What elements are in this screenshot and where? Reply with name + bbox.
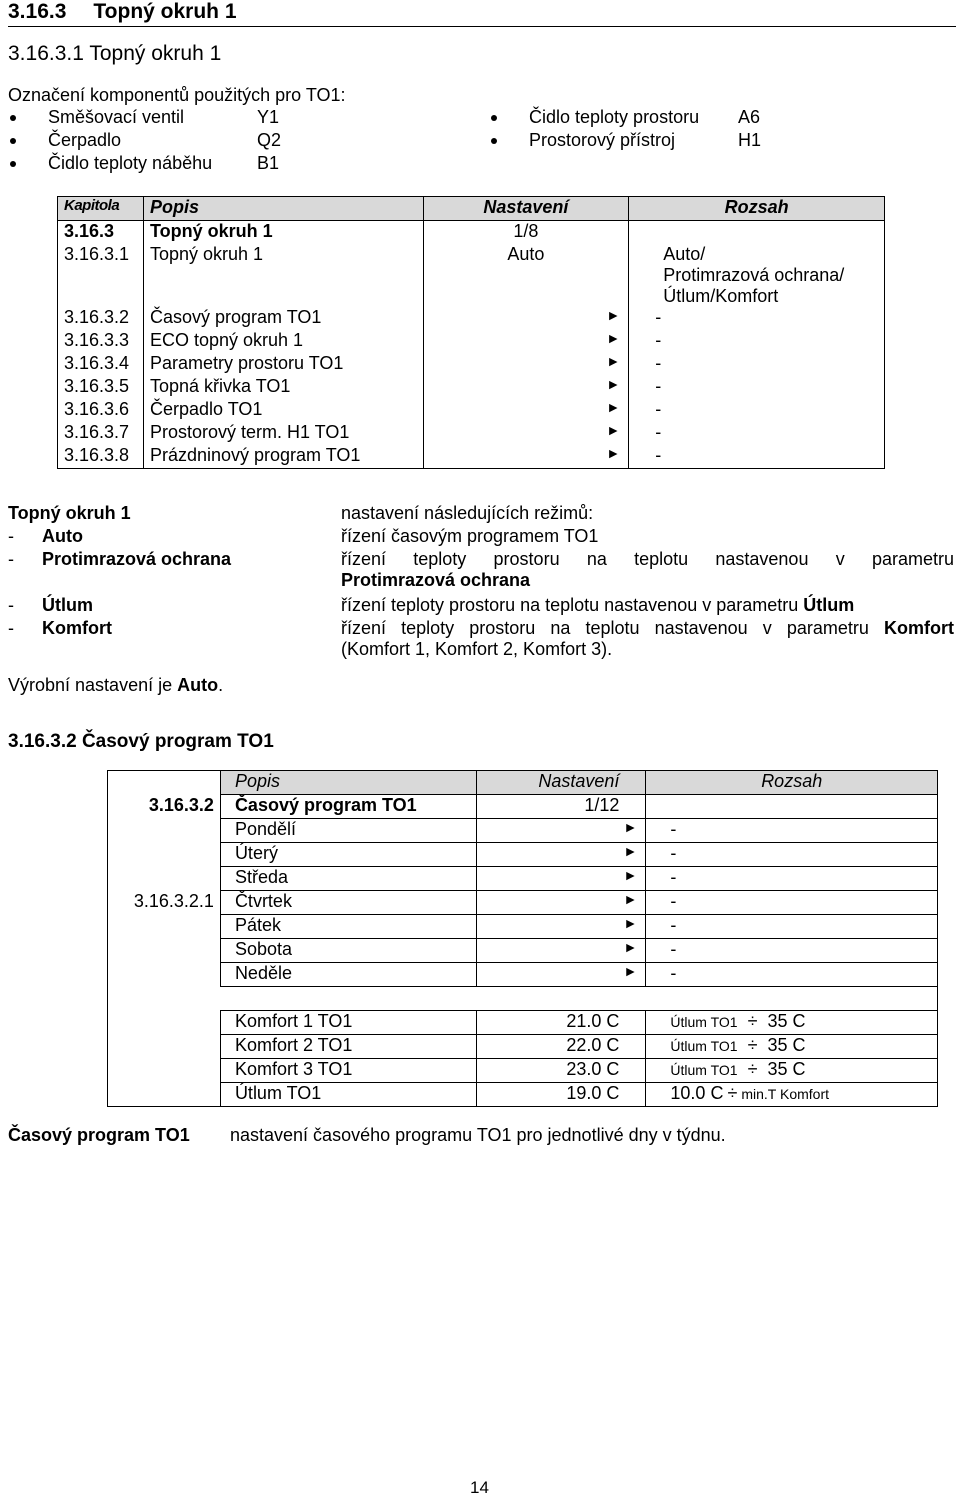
cell-popis: Komfort 1 TO1 xyxy=(220,1011,476,1035)
table-row xyxy=(58,445,885,469)
cell-kapitola xyxy=(108,843,221,867)
cell-popis: Časový program TO1 xyxy=(143,307,423,330)
cell-popis: Středa xyxy=(220,867,476,891)
component-item: Čerpadlo xyxy=(48,130,122,150)
cell-popis: Komfort 2 TO1 xyxy=(220,1035,476,1059)
header-popis: Popis xyxy=(143,197,423,221)
cell-rozsah: 10.0 C ÷ min.T Komfort xyxy=(646,1083,938,1107)
table-row xyxy=(58,307,885,330)
cell-kapitola: 3.16.3.6 xyxy=(58,399,144,422)
cell-popis: Topná křivka TO1 xyxy=(143,376,423,399)
cell-rozsah: - xyxy=(629,445,885,469)
cell-popis: Úterý xyxy=(220,843,476,867)
header-nastaveni: Nastavení xyxy=(476,771,646,795)
cell-popis: Topný okruh 1 xyxy=(143,244,423,307)
arrow-icon: ► xyxy=(476,843,646,867)
cell-popis: Komfort 3 TO1 xyxy=(220,1059,476,1083)
cell-kapitola: 3.16.3.1 xyxy=(58,244,144,307)
time-program-table xyxy=(107,770,938,1107)
cell-nastaveni: 1/12 xyxy=(476,795,646,819)
cell-popis: Prostorový term. H1 TO1 xyxy=(143,422,423,445)
cell-rozsah: - xyxy=(629,307,885,330)
components-intro: Označení komponentů použitých pro TO1: xyxy=(8,85,346,105)
arrow-icon: ► xyxy=(476,915,646,939)
header-nastaveni: Nastavení xyxy=(423,197,629,221)
table-row xyxy=(58,221,885,245)
table-header-row xyxy=(58,197,885,221)
cell-kapitola xyxy=(108,963,221,987)
cell-rozsah: - xyxy=(629,422,885,445)
cell-nastaveni: 21.0 C xyxy=(476,1011,646,1035)
cell-kapitola xyxy=(108,939,221,963)
cell-kapitola xyxy=(108,915,221,939)
cell-popis: Čtvrtek xyxy=(220,891,476,915)
component-code: A6 xyxy=(738,107,761,127)
arrow-icon: ► xyxy=(423,399,629,422)
footer-desc: nastavení časového programu TO1 pro jednotlivé dny v týdnu. xyxy=(230,1125,726,1145)
footer-term: Časový program TO1 xyxy=(8,1125,190,1145)
cell-nastaveni: Auto xyxy=(423,244,629,307)
cell-rozsah: Útlum TO1 ÷ 35 C xyxy=(646,1011,938,1035)
table-row xyxy=(58,376,885,399)
mode-protimrazova: - Protimrazová ochrana xyxy=(8,549,232,569)
header-rozsah: Rozsah xyxy=(629,197,885,221)
section-number: 3.16.3 xyxy=(8,0,67,23)
component-code: Q2 xyxy=(257,130,282,150)
rozsah-line: Auto/ xyxy=(663,244,706,264)
page-number: 14 xyxy=(470,1478,489,1497)
cell-rozsah: - xyxy=(629,399,885,422)
cell-rozsah: Útlum TO1 ÷ 35 C xyxy=(646,1059,938,1083)
cell-rozsah: - xyxy=(646,867,938,891)
cell-popis: Pondělí xyxy=(220,819,476,843)
arrow-icon: ► xyxy=(423,307,629,330)
mode-komfort: - Komfort xyxy=(8,618,112,638)
cell-popis: Topný okruh 1 xyxy=(143,221,423,245)
header-kapitola: Kapitola xyxy=(58,197,144,221)
mode-komfort-desc: řízení teploty prostoru na teplotu nastavenou v parametru Komfort (Komfort 1, Komfort 2, Komfort 3). xyxy=(341,618,954,659)
cell-kapitola: 3.16.3.8 xyxy=(58,445,144,469)
table-row xyxy=(58,422,885,445)
cell-kapitola: 3.16.3.5 xyxy=(58,376,144,399)
table-row xyxy=(108,939,938,963)
mode-utlum-desc: řízení teploty prostoru na teplotu nastavenou v parametru Útlum xyxy=(341,595,855,615)
cell-popis: Útlum TO1 xyxy=(220,1083,476,1107)
cell-nastaveni: 19.0 C xyxy=(476,1083,646,1107)
cell-rozsah xyxy=(629,221,885,245)
cell-rozsah: - xyxy=(646,891,938,915)
cell-kapitola: 3.16.3 xyxy=(58,221,144,245)
arrow-icon: ► xyxy=(476,963,646,987)
cell-nastaveni: 23.0 C xyxy=(476,1059,646,1083)
cell-rozsah: - xyxy=(629,330,885,353)
term-topny-okruh: Topný okruh 1 xyxy=(8,503,131,523)
cell-kapitola xyxy=(108,1059,221,1083)
table-row xyxy=(58,244,885,307)
table-row xyxy=(108,1083,938,1107)
table-row xyxy=(108,963,938,987)
rozsah-line: Útlum/Komfort xyxy=(663,286,779,306)
cell-nastaveni: 22.0 C xyxy=(476,1035,646,1059)
arrow-icon: ► xyxy=(423,422,629,445)
cell-kapitola: 3.16.3.2 xyxy=(58,307,144,330)
cell-popis: Prázdninový program TO1 xyxy=(143,445,423,469)
cell-popis: Neděle xyxy=(220,963,476,987)
table-header-row xyxy=(108,771,938,795)
mode-protimrazova-desc: řízení teploty prostoru na teplotu nastavenou v parametru Protimrazová ochrana xyxy=(341,549,954,590)
table-row xyxy=(58,330,885,353)
table-row xyxy=(108,891,938,915)
arrow-icon: ► xyxy=(476,939,646,963)
cell-kapitola xyxy=(108,1035,221,1059)
mode-auto: - Auto xyxy=(8,526,83,546)
arrow-icon: ► xyxy=(476,819,646,843)
component-item: Čidlo teploty prostoru xyxy=(529,107,700,127)
cell-rozsah: - xyxy=(629,353,885,376)
cell-rozsah: - xyxy=(646,843,938,867)
table-spacer-row xyxy=(108,987,938,1011)
cell-kapitola: 3.16.3.7 xyxy=(58,422,144,445)
section-heading xyxy=(8,0,956,27)
factory-setting: Výrobní nastavení je Auto. xyxy=(8,675,224,695)
arrow-icon: ► xyxy=(423,445,629,469)
table-row xyxy=(58,353,885,376)
component-item: Prostorový přístroj xyxy=(529,130,676,150)
section2-title: 3.16.3.2 Časový program TO1 xyxy=(8,731,274,752)
cell-rozsah: Útlum TO1 ÷ 35 C xyxy=(646,1035,938,1059)
rozsah-line: Protimrazová ochrana/ xyxy=(663,265,845,285)
arrow-icon: ► xyxy=(423,330,629,353)
cell-kapitola: 3.16.3.4 xyxy=(58,353,144,376)
cell-nastaveni: 1/8 xyxy=(423,221,629,245)
table-row xyxy=(108,867,938,891)
table-row xyxy=(58,399,885,422)
section-title: Topný okruh 1 xyxy=(93,0,237,23)
table-row xyxy=(108,795,938,819)
mode-auto-desc: řízení časovým programem TO1 xyxy=(341,526,599,546)
cell-popis: Časový program TO1 xyxy=(220,795,476,819)
cell-popis: Parametry prostoru TO1 xyxy=(143,353,423,376)
arrow-icon: ► xyxy=(476,891,646,915)
cell-kapitola xyxy=(108,867,221,891)
cell-kapitola: 3.16.3.2.1 xyxy=(108,891,221,915)
subsection-title: 3.16.3.1 Topný okruh 1 xyxy=(8,42,222,65)
cell-kapitola: 3.16.3.3 xyxy=(58,330,144,353)
cell-rozsah: - xyxy=(646,819,938,843)
table-row xyxy=(108,1035,938,1059)
cell-kapitola xyxy=(108,819,221,843)
cell-popis: ECO topný okruh 1 xyxy=(143,330,423,353)
table-row xyxy=(108,1011,938,1035)
cell-popis: Sobota xyxy=(220,939,476,963)
cell-popis: Čerpadlo TO1 xyxy=(143,399,423,422)
mode-utlum: - Útlum xyxy=(8,595,93,615)
cell-rozsah xyxy=(646,795,938,819)
component-item: Čidlo teploty náběhu xyxy=(48,153,213,173)
table-row xyxy=(108,843,938,867)
cell-rozsah: - xyxy=(646,939,938,963)
arrow-icon: ► xyxy=(423,376,629,399)
component-code: B1 xyxy=(257,153,280,173)
component-code: Y1 xyxy=(257,107,280,127)
cell-kapitola: 3.16.3.2 xyxy=(108,795,221,819)
header-popis: Popis xyxy=(220,771,476,795)
term-topny-okruh-desc: nastavení následujících režimů: xyxy=(341,503,594,523)
table-row xyxy=(108,1059,938,1083)
header-empty xyxy=(108,771,221,795)
component-item: Směšovací ventil xyxy=(48,107,185,127)
table-row xyxy=(108,915,938,939)
cell-rozsah: - xyxy=(646,963,938,987)
settings-table xyxy=(57,196,885,469)
cell-kapitola xyxy=(108,1083,221,1107)
cell-popis: Pátek xyxy=(220,915,476,939)
header-rozsah: Rozsah xyxy=(646,771,938,795)
table-row xyxy=(108,819,938,843)
cell-rozsah xyxy=(629,244,885,307)
component-code: H1 xyxy=(738,130,762,150)
cell-rozsah: - xyxy=(646,915,938,939)
cell-kapitola xyxy=(108,1011,221,1035)
cell-rozsah: - xyxy=(629,376,885,399)
arrow-icon: ► xyxy=(476,867,646,891)
arrow-icon: ► xyxy=(423,353,629,376)
